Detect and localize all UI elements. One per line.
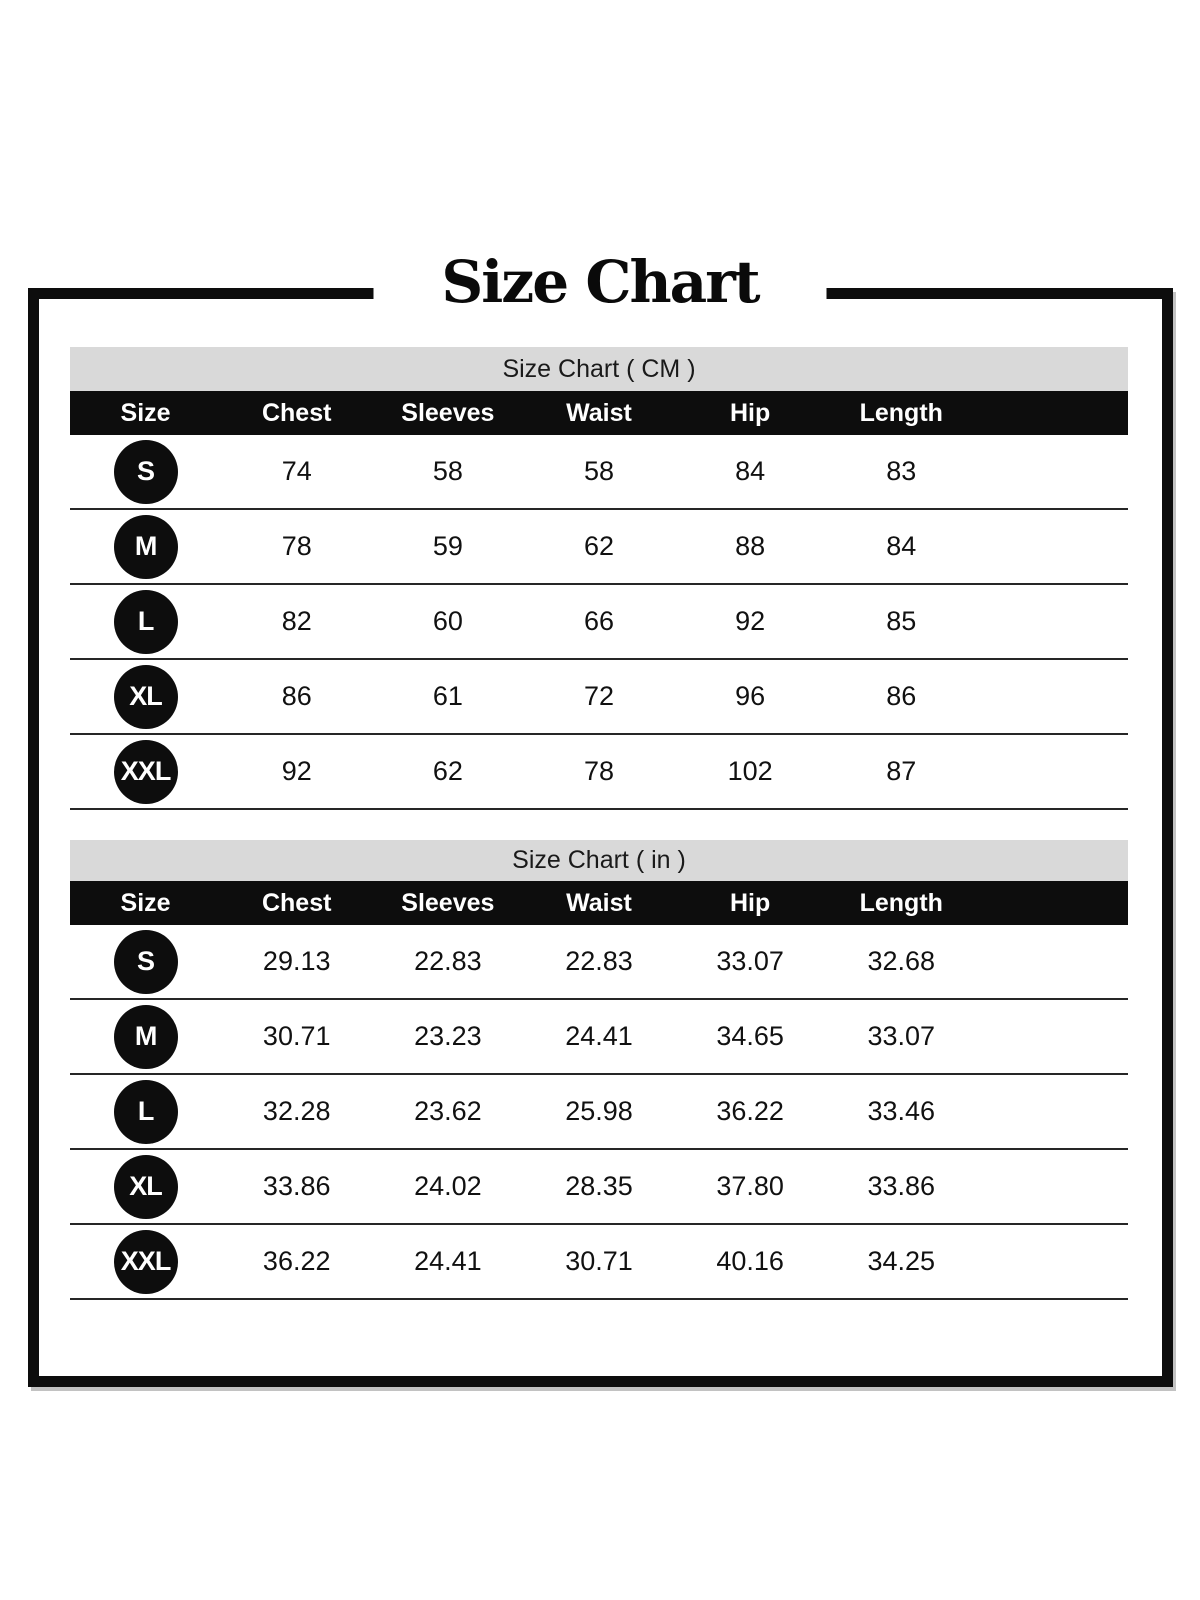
- table-caption-cm: Size Chart ( CM ): [70, 347, 1128, 391]
- waist-cell: 24.41: [565, 1021, 633, 1051]
- table-row-s: [70, 925, 1128, 1000]
- page-title: Size Chart: [374, 250, 827, 314]
- table-header-row-cm: [70, 391, 1128, 435]
- table-row-m: [70, 510, 1128, 585]
- size-cell: [70, 590, 221, 654]
- column-header-hip: Hip: [729, 888, 771, 917]
- hip-cell: 96: [735, 681, 766, 711]
- sleeves-cell: 23.62: [414, 1096, 482, 1126]
- waist-cell: 25.98: [565, 1096, 633, 1126]
- size-cell: [70, 930, 221, 994]
- size-cell: [70, 1005, 221, 1069]
- table-header-row-in: [70, 881, 1128, 925]
- column-header-size: Size: [120, 398, 171, 427]
- column-header-hip: Hip: [729, 398, 771, 427]
- waist-cell: 62: [583, 531, 615, 561]
- hip-cell: 102: [727, 756, 773, 786]
- chest-cell: 82: [281, 606, 312, 636]
- chest-cell: 78: [281, 531, 312, 561]
- chest-cell: 74: [281, 456, 312, 486]
- column-header-sleeves: Sleeves: [401, 398, 495, 427]
- hip-cell: 36.22: [716, 1096, 784, 1126]
- size-badge: XXL: [114, 1230, 178, 1294]
- length-cell: 85: [886, 606, 917, 636]
- column-header-sleeves: Sleeves: [401, 888, 495, 917]
- waist-cell: 72: [583, 681, 615, 711]
- column-header-chest: Chest: [261, 888, 332, 917]
- size-badge: XL: [114, 665, 178, 729]
- length-cell: 86: [886, 681, 917, 711]
- size-cell: [70, 1155, 221, 1219]
- table-caption-in: Size Chart ( in ): [70, 840, 1128, 881]
- length-cell: 33.07: [867, 1021, 936, 1051]
- sleeves-cell: 24.02: [414, 1171, 482, 1201]
- length-cell: 32.68: [867, 946, 936, 976]
- size-badge: S: [114, 440, 178, 504]
- sleeves-cell: 59: [432, 531, 463, 561]
- size-badge: M: [114, 1005, 178, 1069]
- chest-cell: 33.86: [262, 1171, 331, 1201]
- column-header-waist: Waist: [566, 398, 632, 427]
- column-header-length: Length: [859, 888, 943, 917]
- chest-cell: 86: [281, 681, 312, 711]
- length-cell: 34.25: [867, 1246, 936, 1276]
- hip-cell: 84: [735, 456, 766, 486]
- size-cell: [70, 665, 221, 729]
- waist-cell: 22.83: [565, 946, 633, 976]
- chest-cell: 92: [281, 756, 312, 786]
- sleeves-cell: 24.41: [414, 1246, 482, 1276]
- hip-cell: 92: [735, 606, 766, 636]
- hip-cell: 33.07: [716, 946, 784, 976]
- table-row-l: [70, 1075, 1128, 1150]
- size-badge: M: [114, 515, 178, 579]
- hip-cell: 40.16: [716, 1246, 784, 1276]
- sleeves-cell: 61: [432, 681, 463, 711]
- chest-cell: 36.22: [262, 1246, 331, 1276]
- waist-cell: 58: [583, 456, 615, 486]
- size-cell: [70, 1080, 221, 1144]
- size-cell: [70, 440, 221, 504]
- table-row-l: [70, 585, 1128, 660]
- sleeves-cell: 23.23: [414, 1021, 482, 1051]
- size-badge: S: [114, 930, 178, 994]
- waist-cell: 66: [583, 606, 615, 636]
- length-cell: 84: [886, 531, 917, 561]
- size-badge: XL: [114, 1155, 178, 1219]
- hip-cell: 34.65: [716, 1021, 784, 1051]
- table-row-xxl: [70, 1225, 1128, 1300]
- chest-cell: 29.13: [262, 946, 331, 976]
- length-cell: 33.86: [867, 1171, 936, 1201]
- waist-cell: 78: [583, 756, 615, 786]
- column-header-size: Size: [120, 888, 171, 917]
- sleeves-cell: 62: [432, 756, 463, 786]
- length-cell: 87: [886, 756, 917, 786]
- waist-cell: 30.71: [565, 1246, 633, 1276]
- length-cell: 33.46: [867, 1096, 936, 1126]
- table-row-s: [70, 435, 1128, 510]
- sleeves-cell: 60: [432, 606, 463, 636]
- column-header-chest: Chest: [261, 398, 332, 427]
- column-header-waist: Waist: [566, 888, 632, 917]
- size-badge: L: [114, 1080, 178, 1144]
- waist-cell: 28.35: [565, 1171, 633, 1201]
- size-cell: [70, 740, 221, 804]
- chest-cell: 32.28: [262, 1096, 331, 1126]
- table-row-m: [70, 1000, 1128, 1075]
- table-row-xl: [70, 660, 1128, 735]
- size-badge: XXL: [114, 740, 178, 804]
- size-cell: [70, 1230, 221, 1294]
- chest-cell: 30.71: [262, 1021, 331, 1051]
- size-cell: [70, 515, 221, 579]
- size-table-in: [70, 840, 1128, 1300]
- table-row-xl: [70, 1150, 1128, 1225]
- column-header-length: Length: [859, 398, 943, 427]
- size-badge: L: [114, 590, 178, 654]
- sleeves-cell: 22.83: [414, 946, 482, 976]
- sleeves-cell: 58: [432, 456, 463, 486]
- length-cell: 83: [886, 456, 917, 486]
- hip-cell: 88: [735, 531, 766, 561]
- table-row-xxl: [70, 735, 1128, 810]
- size-table-cm: [70, 347, 1128, 810]
- hip-cell: 37.80: [716, 1171, 784, 1201]
